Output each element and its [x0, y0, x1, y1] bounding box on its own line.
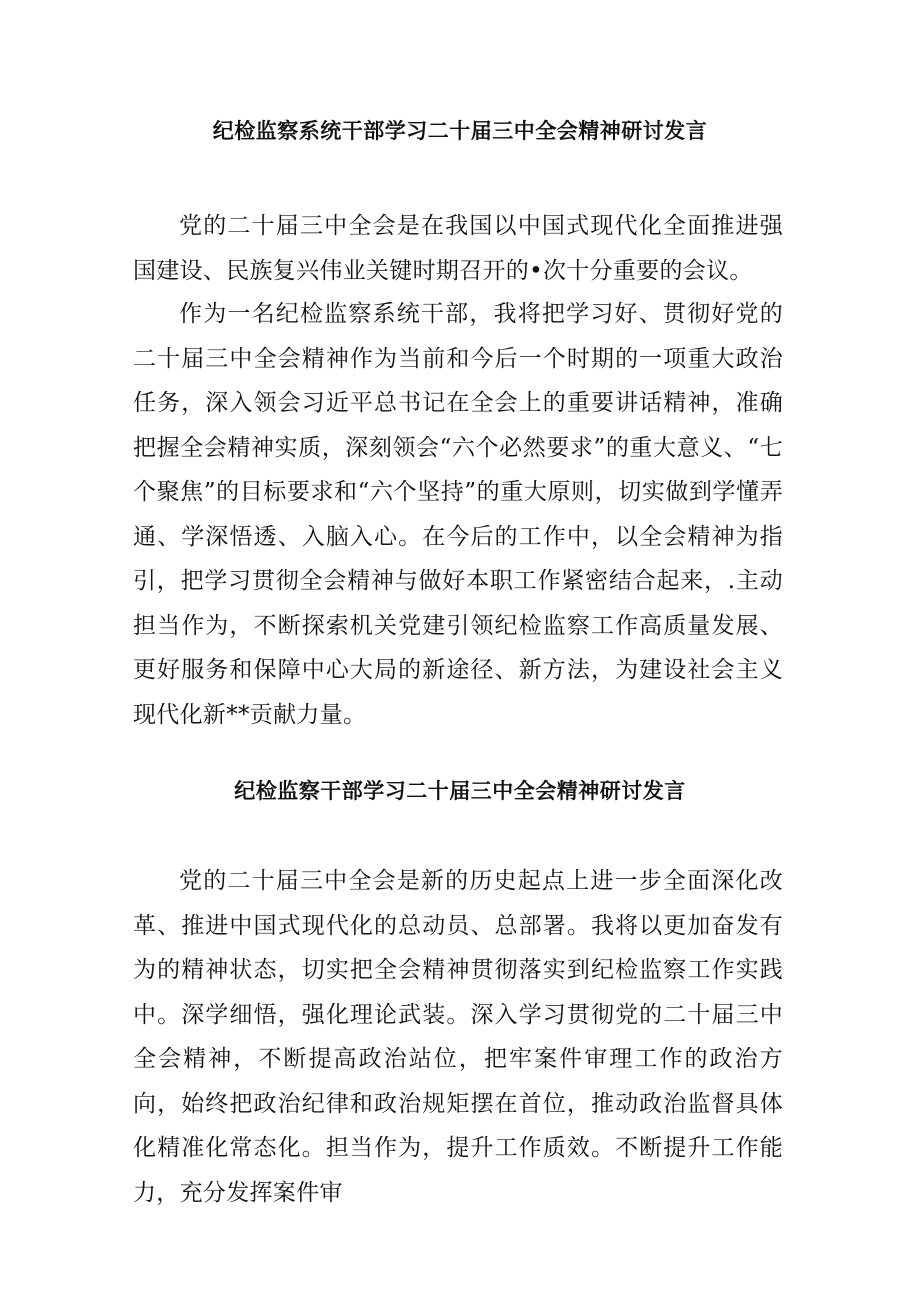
section-1-title: 纪检监察系统干部学习二十届三中全会精神研讨发言 [212, 119, 708, 143]
section-2-paragraph-1: 党的二十届三中全会是新的历史起点上进一步全面深化改革、推进中国式现代化的总动员、总部署。我将以更加奋发有为的精神状态，切实把全会精神贯彻落实到纪检监察工作实践中。深学细悟，强化理论武装。深入学习贯彻党的二十届三中全会精神，不断提高政治站位，把牢案件审理工作的政治方向，始终把政治纪律和政治规矩摆在首位，推动政治监督具体化精准化常态化。担当作为，提升工作质效。不断提升工作能力，充分发挥案件审 [133, 868, 783, 1206]
section-1-paragraph-1: 党的二十届三中全会是在我国以中国式现代化全面推进强国建设、民族复兴伟业关键时期召开的•次十分重要的会议。 [133, 213, 783, 284]
section-1-paragraph-2: 作为一名纪检监察系统干部，我将把学习好、贯彻好党的二十届三中全会精神作为当前和今后一个时期的一项重大政治任务，深入领会习近平总书记在全会上的重要讲话精神，准确把握全会精神实质，深刻领会“六个必然要求”的重大意义、“七个聚焦”的目标要求和“六个坚持”的重大原则，切实做到学懂弄通、学深悟透、入脑入心。在今后的工作中，以全会精神为指引，把学习贯彻全会精神与做好本职工作紧密结合起来，.主动担当作为，不断探索机关党建引领纪检监察工作高质量发展、更好服务和保障中心大局的新途径、新方法，为建设社会主义现代化新**贡献力量。 [133, 301, 783, 728]
section-2-title: 纪检监察干部学习二十届三中全会精神研讨发言 [234, 779, 686, 803]
